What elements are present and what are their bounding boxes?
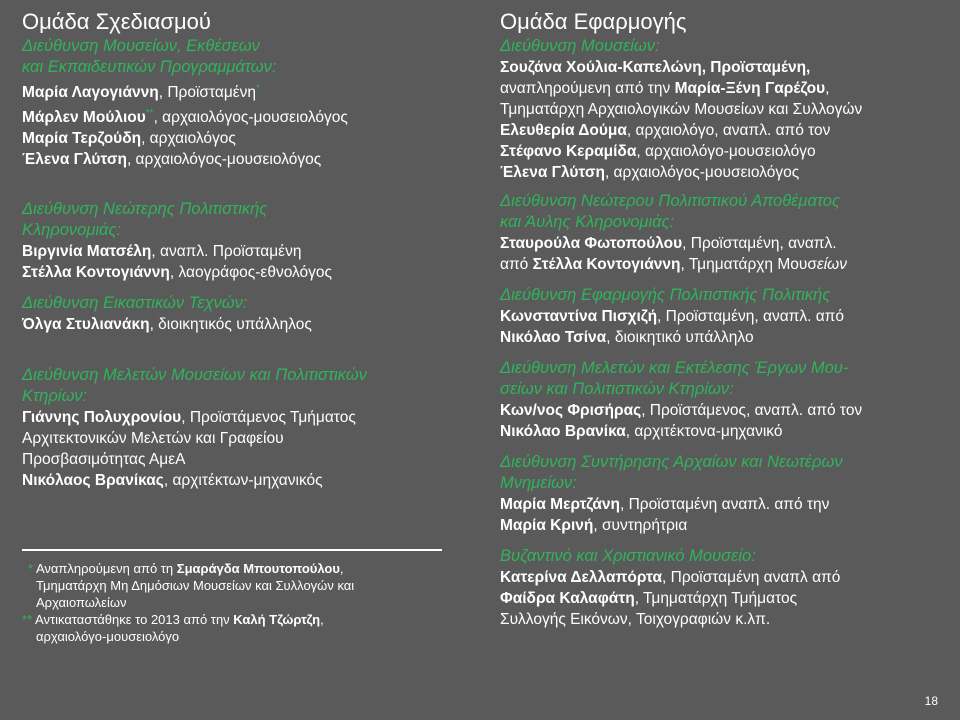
dept-heading: Κληρονομιάς: (22, 221, 122, 240)
text-line: Τμηματάρχη Αρχαιολογικών Μουσείων και Συλλογών (500, 101, 863, 118)
dept-heading: Διεύθυνση Συντήρησης Αρχαίων και Νεωτέρων (500, 453, 843, 471)
person-line: Μαρία Λαγογιάννη, Προϊσταμένη* (22, 83, 260, 102)
design-team-title: Ομάδα Σχεδιασμού (22, 9, 211, 34)
person-line: Μαρία Τερζούδη, αρχαιολόγος (22, 130, 236, 148)
person-line: αναπληρούμενη από την Μαρία-Ξένη Γαρέζου, (500, 80, 830, 97)
person-line: Νικόλαο Βρανίκα, αρχιτέκτονα-μηχανικό (500, 423, 783, 440)
conservation-section-right (500, 452, 950, 536)
person-line: Κατερίνα Δελλαπόρτα, Προϊσταμένη αναπλ από (500, 569, 841, 586)
person-line: Σταυρούλα Φωτοπούλου, Προϊσταμένη, αναπλ. (500, 235, 837, 252)
dept-heading: Διεύθυνση Εικαστικών Τεχνών: (22, 294, 248, 313)
person-line: Κωνσταντίνα Πισχιζή, Προϊσταμένη, αναπλ. από (500, 308, 844, 325)
works-section-right (500, 358, 950, 442)
museums-section-right (500, 36, 950, 183)
person-line: Μαρία Κρινή, συντηρήτρια (500, 517, 688, 534)
person-line: Ελευθερία Δούμα, αρχαιολόγο, αναπλ. από τον (500, 122, 831, 139)
person-line: Έλενα Γλύτση, αρχαιολόγος-μουσειολόγος (22, 151, 322, 169)
footnote-2: ** Αντικαταστάθηκε το 2013 από την Καλή Τζώρτζη, (22, 612, 324, 627)
person-line: Κων/νος Φρισήρας, Προϊστάμενος, αναπλ. από τον (500, 402, 863, 419)
footnote-line: Τμηματάρχη Μη Δημόσιων Μουσείων και Συλλογών και (36, 578, 355, 593)
dept-heading: Διεύθυνση Εφαρμογής Πολιτιστικής Πολιτικής (500, 286, 831, 304)
footnote-1: * Αναπληρούμενη από τη Σμαράγδα Μπουτοπούλου, (28, 561, 344, 576)
dept-heading: Βυζαντινό και Χριστιανικό Μουσείο: (500, 547, 756, 565)
studies-section-left (22, 365, 472, 491)
person-line: Σουζάνα Χούλια-Καπελώνη, Προϊσταμένη, (500, 59, 811, 76)
person-line: Όλγα Στυλιανάκη, διοικητικός υπάλληλος (22, 316, 312, 334)
implementation-team-column (500, 8, 950, 630)
footnote-divider (22, 549, 442, 551)
person-line: Νικόλαο Τσίνα, διοικητικό υπάλληλο (500, 329, 754, 346)
museums-section-left (22, 36, 472, 170)
modern-heritage-section-right (500, 191, 950, 275)
dept-heading: Μνημείων: (500, 474, 577, 492)
person-line: Βιργινία Ματσέλη, αναπλ. Προϊσταμένη (22, 243, 302, 261)
dept-heading: σείων και Πολιτιστικών Κτηρίων: (500, 380, 734, 398)
person-line: Μαρία Μερτζάνη, Προϊσταμένη αναπλ. από την (500, 496, 830, 513)
design-team-column (22, 8, 472, 491)
dept-heading: και Εκπαιδευτικών Προγραμμάτων: (22, 58, 277, 76)
dept-heading: Διεύθυνση Μουσείων: (500, 37, 660, 55)
text-line: Συλλογής Εικόνων, Τοιχογραφιών κ.λπ. (500, 611, 771, 628)
page-number: 18 (924, 694, 938, 708)
cultural-policy-section-right (500, 285, 950, 348)
implementation-team-title: Ομάδα Εφαρμογής (500, 9, 687, 34)
person-line: Μάρλεν Μούλιου**, αρχαιολόγος-μουσειολόγος (22, 108, 348, 127)
person-line: Στέλλα Κοντογιάννη, λαογράφος-εθνολόγος (22, 264, 333, 282)
footnotes (22, 560, 462, 645)
dept-heading: Διεύθυνση Μελετών Μουσείων και Πολιτιστικών (22, 366, 367, 385)
person-line: Στέφανο Κεραμίδα, αρχαιολόγο-μουσειολόγο (500, 143, 816, 160)
person-line: Γιάννης Πολυχρονίου, Προϊστάμενος Τμήματος (22, 409, 356, 427)
dept-heading: Διεύθυνση Μελετών και Εκτέλεσης Έργων Μου- (500, 359, 849, 377)
fine-arts-section-left (22, 293, 472, 335)
text-line: Προσβασιμότητας ΑμεΑ (22, 451, 186, 469)
dept-heading: Διεύθυνση Μουσείων, Εκθέσεων (22, 37, 260, 55)
dept-heading: και Άυλης Κληρονομιάς: (500, 213, 675, 231)
modern-heritage-section-left (22, 199, 472, 283)
person-line: Νικόλαος Βρανίκας, αρχιτέκτων-μηχανικός (22, 472, 323, 490)
footnote-line: αρχαιολόγο-μουσειολόγο (36, 629, 180, 644)
dept-heading: Κτηρίων: (22, 387, 88, 406)
footnote-line: Αρχαιοπωλείων (36, 595, 127, 610)
byzantine-museum-section-right (500, 546, 950, 630)
text-line: Αρχιτεκτονικών Μελετών και Γραφείου (22, 430, 284, 448)
dept-heading: Διεύθυνση Νεώτερου Πολιτιστικού Αποθέματος (500, 192, 840, 210)
person-line: Φαίδρα Καλαφάτη, Τμηματάρχη Τμήματος (500, 590, 798, 607)
person-line: από Στέλλα Κοντογιάννη, Τμηματάρχη Μουσείων (500, 256, 847, 273)
person-line: Έλενα Γλύτση, αρχαιολόγος-μουσειολόγος (500, 164, 800, 181)
dept-heading: Διεύθυνση Νεώτερης Πολιτιστικής (22, 200, 268, 219)
